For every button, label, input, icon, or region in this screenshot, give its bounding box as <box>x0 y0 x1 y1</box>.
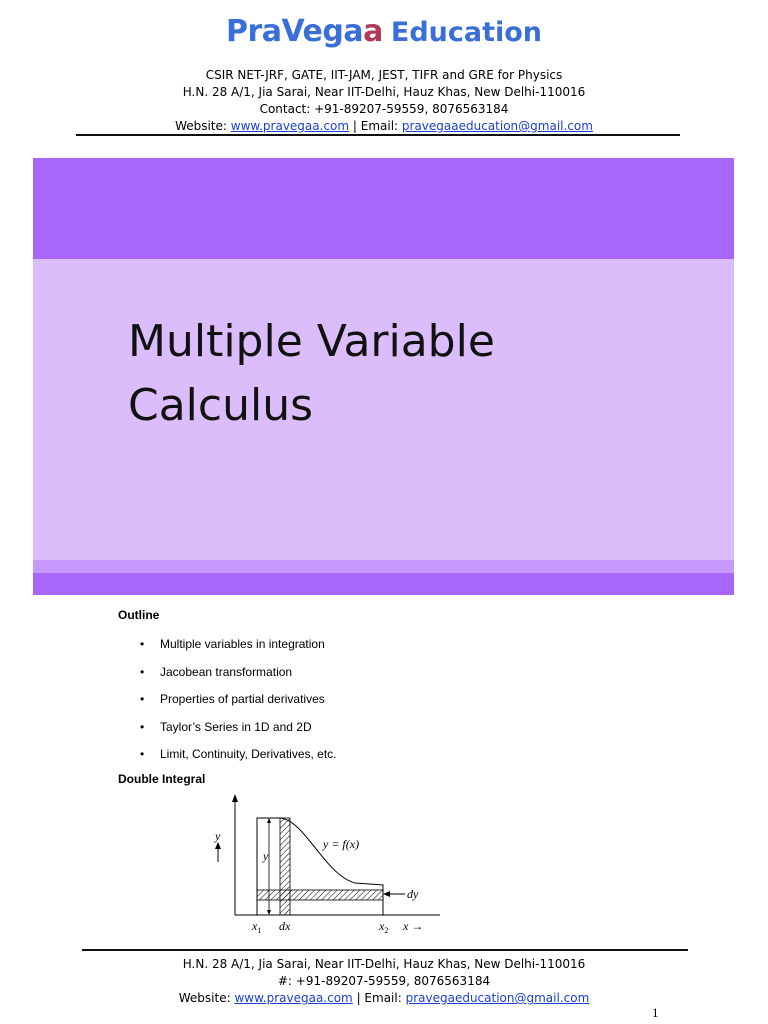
bullet-icon: • <box>140 664 145 679</box>
header-email-label: | Email: <box>349 119 402 133</box>
header-web-line <box>0 118 768 135</box>
header-website-link[interactable]: www.pravegaa.com <box>230 119 350 133</box>
bullet-icon: • <box>140 747 145 761</box>
vertical-strip-dx <box>280 818 290 915</box>
footer-email-link[interactable]: pravegaeducation@gmail.com <box>405 991 590 1005</box>
list-item: • Jacobean transformation <box>140 660 337 688</box>
dy-label: dy <box>407 887 419 901</box>
page-title <box>128 310 495 438</box>
logo-mark: a <box>363 14 383 49</box>
logo-education-text: Education <box>390 17 543 48</box>
bullet-icon: • <box>140 719 145 734</box>
double-integral-heading: Double Integral <box>118 772 206 786</box>
double-integral-figure <box>205 790 445 940</box>
page-footer <box>0 956 768 1007</box>
list-item: • Taylor’s Series in 1D and 2D <box>140 715 337 743</box>
curve-label: y = f(x) <box>323 837 360 851</box>
header-divider <box>76 134 680 136</box>
footer-address-line: H.N. 28 A/1, Jia Sarai, Near IIT-Delhi, Hauz Khas, New Delhi-110016 <box>182 957 586 971</box>
header-address-line: H.N. 28 A/1, Jia Sarai, Near IIT-Delhi, Hauz Khas, New Delhi-110016 <box>182 85 586 99</box>
title-line-2: Calculus <box>128 380 314 431</box>
footer-divider <box>82 949 688 951</box>
outline-heading: Outline <box>118 608 160 622</box>
bullet-icon: • <box>140 637 145 651</box>
bullet-icon: • <box>140 692 145 706</box>
footer-website-link[interactable]: www.pravegaa.com <box>234 991 353 1005</box>
header-contact-line: Contact: +91-89207-59559, 8076563184 <box>259 102 509 116</box>
dy-pointer-arrow <box>383 891 390 897</box>
y-axis-label: y <box>215 829 221 843</box>
cover-band-stripe <box>33 560 734 573</box>
strip-y-label: y <box>263 849 269 863</box>
header-exams-line: CSIR NET-JRF, GATE, IIT-JAM, JEST, TIFR and GRE for Physics <box>205 68 563 82</box>
pravegaa-logo <box>0 14 768 49</box>
logo-brand-text: PraVega <box>225 14 364 49</box>
page-number: 1 <box>652 1005 659 1020</box>
footer-email-label: | Email: <box>352 991 406 1005</box>
list-item: • Properties of partial derivatives <box>140 687 337 715</box>
cover-band-top <box>33 158 734 259</box>
header-email-link[interactable]: pravegaaeducation@gmail.com <box>401 119 593 133</box>
footer-website-label: Website: <box>178 991 235 1005</box>
x-axis-label: x → <box>403 919 424 933</box>
title-line-1: Multiple Variable <box>128 316 495 367</box>
footer-phone-line: #: +91-89207-59559, 8076563184 <box>277 974 491 988</box>
cover-band-bottom <box>33 573 734 595</box>
region-outline <box>257 818 383 915</box>
header-contact-block <box>0 67 768 135</box>
list-item: • Limit, Continuity, Derivatives, etc. <box>140 742 337 770</box>
header-website-label: Website: <box>175 119 231 133</box>
list-item: • Multiple variables in integration <box>140 632 337 660</box>
horizontal-strip-dy <box>257 890 383 900</box>
y-axis-arrow <box>232 794 238 802</box>
dx-label: dx <box>279 919 291 933</box>
x1-label: $x_1$ <box>252 919 262 935</box>
outline-list <box>140 632 337 770</box>
x2-label: $x_2$ <box>379 919 389 935</box>
